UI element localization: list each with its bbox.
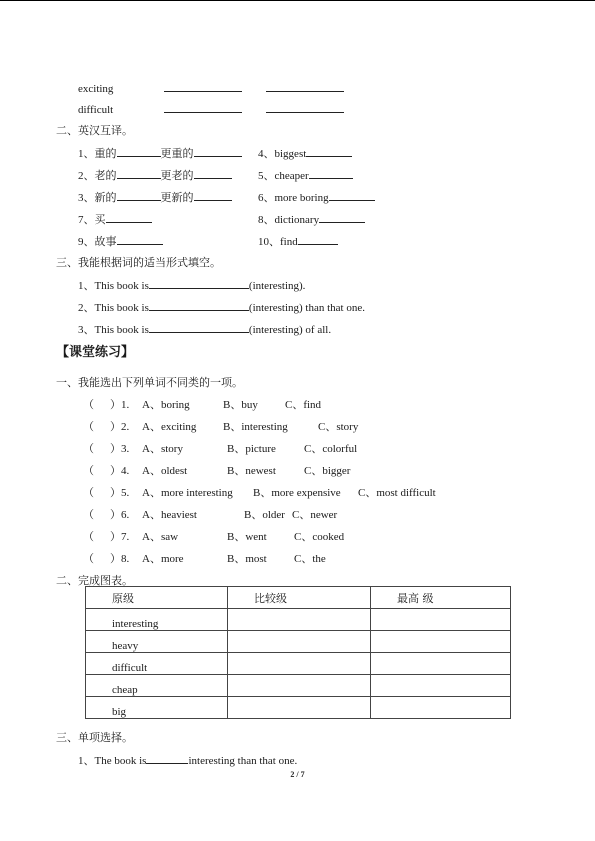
section-title: 一、我能选出下列单词不同类的一项。 <box>56 377 243 389</box>
answer-blank[interactable] <box>194 168 232 179</box>
item-label: 6、more boring <box>258 192 329 204</box>
practice-heading: 【课堂练习】 <box>56 345 135 360</box>
table-row <box>86 653 511 675</box>
option-c: C、most difficult <box>358 487 436 499</box>
option-c: C、story <box>318 421 359 433</box>
word-label: exciting <box>78 83 114 95</box>
page-number: 2 / 7 <box>290 770 305 779</box>
translation-item <box>258 234 338 249</box>
superlative-cell[interactable] <box>371 675 511 697</box>
answer-blank[interactable] <box>149 322 249 333</box>
answer-blank[interactable] <box>266 81 344 92</box>
option-b: B、newest <box>227 465 276 477</box>
column-header: 原级 <box>86 587 228 609</box>
answer-paren[interactable]: （ <box>83 531 94 543</box>
question-number: ）3. <box>110 443 130 455</box>
item-label: 2、老的 <box>78 170 117 182</box>
page-top-border <box>0 0 595 1</box>
item-label: 1、The book is <box>78 755 147 767</box>
base-form-cell: big <box>86 697 228 719</box>
comparative-cell[interactable] <box>228 631 371 653</box>
answer-blank[interactable] <box>309 168 353 179</box>
option-c: C、find <box>285 399 322 411</box>
answer-blank[interactable] <box>117 234 163 245</box>
item-label: 3、This book is <box>78 324 149 336</box>
fill-item <box>78 322 331 337</box>
option-c: C、bigger <box>304 465 351 477</box>
question-number: ）8. <box>110 553 130 565</box>
fill-item <box>78 278 305 293</box>
item-label: 10、find <box>258 236 298 248</box>
column-header: 最高 级 <box>371 587 511 609</box>
section-title: 三、我能根据词的适当形式填空。 <box>56 257 221 269</box>
comparative-cell[interactable] <box>228 609 371 631</box>
answer-paren[interactable]: （ <box>83 399 94 411</box>
question-number: ）4. <box>110 465 130 477</box>
answer-blank[interactable] <box>164 102 242 113</box>
option-b: B、more expensive <box>253 487 341 499</box>
answer-blank[interactable] <box>194 146 242 157</box>
answer-blank[interactable] <box>306 146 352 157</box>
answer-blank[interactable] <box>329 190 375 201</box>
item-label: 更新的 <box>160 192 194 204</box>
answer-blank[interactable] <box>149 300 249 311</box>
item-label: 更老的 <box>160 170 194 182</box>
translation-item <box>78 212 152 227</box>
translation-item <box>78 146 242 161</box>
table-row <box>86 631 511 653</box>
option-a: A、exciting <box>142 421 197 433</box>
answer-blank[interactable] <box>319 212 365 223</box>
choice-item <box>78 753 297 768</box>
question-number: ）2. <box>110 421 130 433</box>
item-label: (interesting) of all. <box>248 324 332 336</box>
item-label: 1、重的 <box>78 148 117 160</box>
table-row <box>86 609 511 631</box>
answer-paren[interactable]: （ <box>83 421 94 433</box>
translation-item <box>78 168 232 183</box>
item-label: 5、cheaper <box>258 170 309 182</box>
option-a: A、story <box>142 443 183 455</box>
section-title: 二、英汉互译。 <box>56 125 133 137</box>
superlative-cell[interactable] <box>371 631 511 653</box>
answer-blank[interactable] <box>164 81 242 92</box>
option-c: C、colorful <box>304 443 358 455</box>
section-title: 二、完成图表。 <box>56 575 133 587</box>
option-a: A、saw <box>142 531 179 543</box>
base-form-cell: interesting <box>86 609 228 631</box>
answer-blank[interactable] <box>106 212 152 223</box>
comparative-cell[interactable] <box>228 697 371 719</box>
option-b: B、older <box>244 509 285 521</box>
item-label: 3、新的 <box>78 192 117 204</box>
answer-blank[interactable] <box>117 168 161 179</box>
comparative-cell[interactable] <box>228 675 371 697</box>
base-form-cell: heavy <box>86 631 228 653</box>
superlative-cell[interactable] <box>371 697 511 719</box>
item-label: 8、dictionary <box>258 214 320 226</box>
answer-paren[interactable]: （ <box>83 553 94 565</box>
translation-item <box>78 190 232 205</box>
table-header-row <box>86 587 511 609</box>
fill-item <box>78 300 365 315</box>
word-row <box>78 102 344 117</box>
option-b: B、picture <box>227 443 276 455</box>
answer-paren[interactable]: （ <box>83 487 94 499</box>
answer-blank[interactable] <box>117 146 161 157</box>
answer-paren[interactable]: （ <box>83 443 94 455</box>
column-header: 比较级 <box>228 587 371 609</box>
item-label: interesting than that one. <box>188 755 298 767</box>
translation-item <box>258 212 365 227</box>
option-b: B、went <box>227 531 267 543</box>
answer-blank[interactable] <box>194 190 232 201</box>
translation-item <box>258 146 352 161</box>
item-label: 2、This book is <box>78 302 149 314</box>
translation-item <box>258 190 375 205</box>
question-number: ）5. <box>110 487 130 499</box>
item-label: (interesting) than that one. <box>248 302 365 314</box>
option-c: C、the <box>294 553 326 565</box>
superlative-cell[interactable] <box>371 653 511 675</box>
item-label: 更重的 <box>160 148 194 160</box>
option-a: A、more interesting <box>142 487 233 499</box>
translation-item <box>258 168 353 183</box>
option-b: B、most <box>227 553 267 565</box>
answer-blank[interactable] <box>298 234 338 245</box>
option-a: A、boring <box>142 399 190 411</box>
option-b: B、buy <box>223 399 258 411</box>
item-label: 4、biggest <box>258 148 307 160</box>
question-number: ）6. <box>110 509 130 521</box>
option-a: A、oldest <box>142 465 188 477</box>
comparative-cell[interactable] <box>228 653 371 675</box>
superlative-cell[interactable] <box>371 609 511 631</box>
word-row <box>78 81 344 96</box>
comparison-table <box>85 586 511 719</box>
base-form-cell: cheap <box>86 675 228 697</box>
answer-paren[interactable]: （ <box>83 465 94 477</box>
answer-blank[interactable] <box>117 190 161 201</box>
answer-blank[interactable] <box>266 102 344 113</box>
option-a: A、heaviest <box>142 509 197 521</box>
answer-blank[interactable] <box>149 278 249 289</box>
item-label: 7、买 <box>78 214 106 226</box>
translation-item <box>78 234 163 249</box>
word-label: difficult <box>78 104 114 116</box>
option-b: B、interesting <box>223 421 288 433</box>
question-number: ）7. <box>110 531 130 543</box>
table-row <box>86 675 511 697</box>
section-title: 三、单项选择。 <box>56 732 133 744</box>
option-c: C、newer <box>292 509 338 521</box>
table-row <box>86 697 511 719</box>
option-a: A、more <box>142 553 184 565</box>
answer-paren[interactable]: （ <box>83 509 94 521</box>
option-c: C、cooked <box>294 531 345 543</box>
item-label: 9、故事 <box>78 236 117 248</box>
answer-blank[interactable] <box>146 753 188 764</box>
question-number: ）1. <box>110 399 130 411</box>
base-form-cell: difficult <box>86 653 228 675</box>
item-label: 1、This book is <box>78 280 149 292</box>
item-label: (interesting). <box>248 280 306 292</box>
